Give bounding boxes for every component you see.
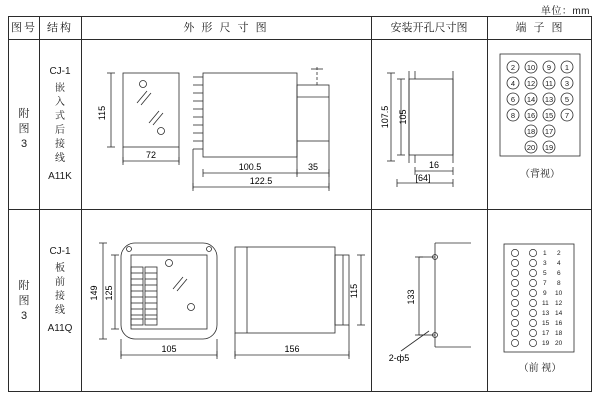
col-divider-4 (487, 17, 488, 391)
svg-text:10: 10 (555, 290, 563, 297)
svg-text:12: 12 (555, 300, 563, 307)
svg-text:19: 19 (542, 340, 550, 347)
row-2-desc-char-2: 前 (55, 277, 65, 288)
row-1-desc-char-3: 式 (55, 111, 65, 122)
row-2-mounting-drawing (379, 227, 483, 377)
row-1-terminal-caption: （背视） (520, 169, 560, 180)
row-1-fig-no (9, 107, 39, 152)
svg-text:1: 1 (564, 63, 570, 72)
header-structure: 结构 (47, 22, 73, 34)
svg-text:13: 13 (544, 95, 554, 104)
unit-note: 单位：mm (540, 6, 590, 17)
row-1-desc-char-5: 接 (55, 139, 65, 150)
header-outline: 外 形 尺 寸 图 (183, 22, 269, 34)
row-2-dim-125: 125 (104, 285, 114, 301)
row-2-desc-char-1: 板 (55, 263, 65, 274)
row-1-mount-slot: 16 (428, 160, 440, 170)
row-1-fig-char-3: 3 (20, 138, 28, 150)
svg-text:12: 12 (526, 79, 536, 88)
svg-text:20: 20 (555, 340, 563, 347)
svg-text:7: 7 (564, 111, 570, 120)
row-1-fig-char-1: 附 (18, 108, 30, 120)
svg-text:11: 11 (542, 300, 549, 307)
svg-text:18: 18 (555, 330, 563, 337)
svg-text:19: 19 (544, 143, 554, 152)
svg-text:8: 8 (510, 111, 516, 120)
svg-text:8: 8 (557, 280, 561, 287)
row-2-desc-char-3: 接 (55, 291, 65, 302)
svg-text:9: 9 (543, 290, 547, 297)
svg-text:6: 6 (557, 270, 561, 277)
row-1-terminal-drawing (499, 53, 581, 157)
row-2-dim-115: 115 (349, 283, 359, 299)
row-2-outline-drawing (85, 223, 369, 383)
svg-text:1: 1 (543, 250, 547, 257)
row-2-dim-156: 156 (284, 344, 300, 354)
row-1-desc-char-1: 嵌 (55, 83, 65, 94)
row-1-dim-depth-tail: 35 (307, 162, 319, 172)
row-2-structure-code: A11Q (47, 323, 73, 334)
row-1-mount-outer: 107.5 (380, 105, 390, 129)
header-fig-no: 图号 (11, 22, 37, 34)
row-2-dim-105: 105 (161, 344, 177, 354)
row-1-structure (39, 65, 81, 184)
svg-text:5: 5 (543, 270, 547, 277)
svg-text:15: 15 (544, 111, 554, 120)
svg-text:13: 13 (542, 310, 550, 317)
row-1-desc-char-2: 入 (55, 97, 65, 108)
row-2-structure (39, 245, 81, 336)
svg-text:11: 11 (545, 79, 553, 88)
row-2-fig-char-3: 3 (20, 310, 28, 322)
row-1-dim-total: 122.5 (249, 176, 273, 186)
row-2-terminal-caption: （前 视） (518, 363, 562, 374)
row-1-desc-char-4: 后 (55, 125, 65, 136)
svg-text:16: 16 (526, 111, 536, 120)
row-2-dim-149: 149 (89, 285, 99, 301)
svg-text:4: 4 (557, 260, 561, 267)
spec-table (8, 16, 592, 392)
header-divider (9, 39, 591, 40)
svg-text:9: 9 (546, 63, 552, 72)
row-1-structure-model: CJ-1 (49, 66, 71, 77)
row-1-mounting-drawing (379, 51, 479, 201)
row-1-dim-depth-main: 100.5 (238, 162, 262, 172)
row-1-structure-code: A11K (48, 171, 72, 182)
row-1-mount-overall: [64] (415, 173, 431, 183)
row-2-fig-char-1: 附 (18, 280, 30, 292)
row-1-fig-char-2: 图 (18, 123, 30, 135)
row-divider (9, 209, 591, 210)
row-2-hole-note: 2-ф5 (388, 353, 410, 363)
svg-text:17: 17 (542, 330, 550, 337)
row-2-structure-model: CJ-1 (49, 246, 71, 257)
row-1-desc-char-6: 线 (55, 153, 65, 164)
svg-text:3: 3 (543, 260, 547, 267)
row-1-outline-drawing (85, 51, 369, 201)
svg-text:15: 15 (542, 320, 550, 327)
svg-text:4: 4 (510, 79, 516, 88)
row-2-fig-char-2: 图 (18, 295, 30, 307)
col-divider-2 (81, 17, 82, 391)
col-divider-3 (371, 17, 372, 391)
svg-text:14: 14 (555, 310, 563, 317)
row-1-dim-height-left: 115 (97, 105, 107, 121)
svg-text:20: 20 (526, 143, 536, 152)
svg-text:2: 2 (510, 63, 516, 72)
svg-text:6: 6 (510, 95, 516, 104)
row-2-fig-no (9, 279, 39, 324)
row-2-terminal-drawing (503, 243, 575, 353)
row-2-desc-char-4: 线 (55, 305, 65, 316)
header-terminal: 端 子 图 (515, 22, 565, 34)
row-2-mount-133: 133 (406, 289, 416, 305)
row-1-mount-inner: 105 (398, 109, 408, 125)
svg-text:17: 17 (544, 127, 554, 136)
svg-text:10: 10 (526, 63, 536, 72)
header-mounting: 安装开孔尺寸图 (390, 22, 468, 34)
svg-text:3: 3 (564, 79, 570, 88)
svg-text:18: 18 (526, 127, 536, 136)
svg-text:7: 7 (543, 280, 547, 287)
row-1-dim-width-left: 72 (145, 150, 157, 160)
svg-text:14: 14 (526, 95, 536, 104)
svg-text:5: 5 (564, 95, 570, 104)
svg-text:16: 16 (555, 320, 563, 327)
svg-text:2: 2 (557, 250, 561, 257)
